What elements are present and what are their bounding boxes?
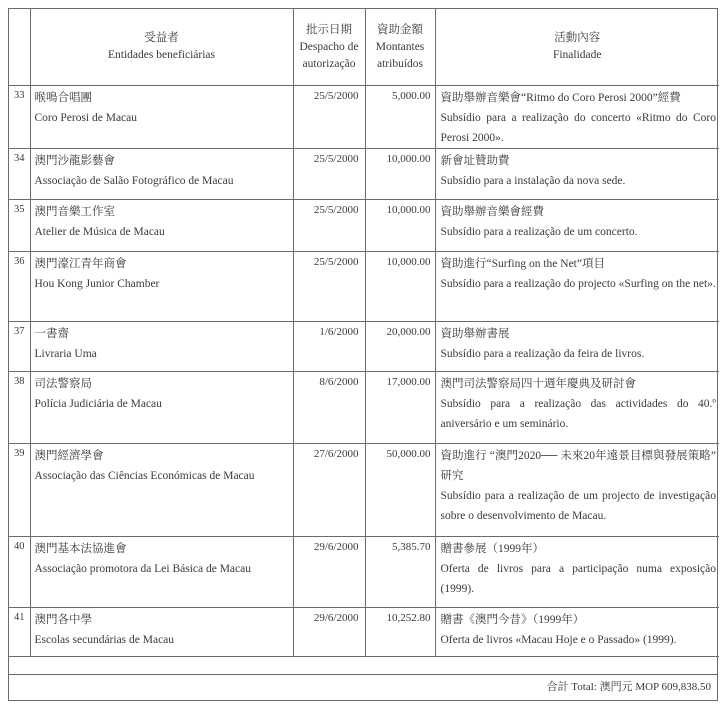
total-row (9, 674, 717, 700)
row-purpose-zh: 贈書參展（1999年） (440, 543, 544, 555)
row-number: 34 (9, 149, 30, 200)
row-number: 40 (9, 537, 30, 608)
row-entity-zh: 澳門基本法協進會 (34, 543, 127, 555)
row-number: 38 (9, 372, 30, 444)
row-entity-zh: 澳門各中學 (34, 614, 92, 626)
row-purpose (435, 444, 719, 537)
row-entity-pt: Associação das Ciências Económicas de Macau (34, 470, 255, 482)
row-date: 8/6/2000 (293, 372, 365, 444)
header-amount-pt-1: Montantes (375, 40, 425, 53)
row-purpose (435, 322, 719, 372)
row-amount: 10,000.00 (365, 252, 435, 322)
row-entity (30, 537, 293, 608)
table-row (9, 322, 719, 372)
header-purpose-pt: Finalidade (552, 49, 602, 61)
row-number: 36 (9, 252, 30, 322)
header-date (293, 9, 365, 86)
row-date: 25/5/2000 (293, 252, 365, 322)
row-purpose (435, 252, 719, 322)
row-amount: 5,385.70 (365, 537, 435, 608)
table-row (9, 200, 719, 252)
header-amount-zh: 資助金額 (377, 23, 423, 36)
row-purpose-zh: 資助進行 “澳門2020── 未來20年遠景目標與發展策略” 研究 (440, 450, 716, 482)
row-purpose-pt: Oferta de livros «Macau Hoje e o Passado» (1999). (440, 634, 677, 646)
row-entity-pt: Hou Kong Junior Chamber (34, 278, 160, 290)
header-amount-pt-2: atribuídos (377, 57, 423, 70)
table-row (9, 444, 719, 537)
total-label: 合計 Total: 澳門元 MOP 609,838.50 (546, 681, 711, 693)
header-amount (365, 9, 435, 86)
row-number: 33 (9, 86, 30, 149)
row-entity-pt: Escolas secundárias de Macau (34, 634, 175, 646)
row-entity-pt: Livraria Uma (34, 348, 97, 360)
row-date: 25/5/2000 (293, 149, 365, 200)
row-entity-pt: Associação de Salão Fotográfico de Macau (34, 175, 234, 187)
row-number: 37 (9, 322, 30, 372)
row-purpose-pt: Subsídio para a instalação da nova sede. (440, 175, 626, 187)
header-entity-zh: 受益者 (144, 32, 179, 44)
row-purpose (435, 86, 719, 149)
row-entity-pt: Atelier de Música de Macau (34, 226, 165, 238)
row-number: 35 (9, 200, 30, 252)
row-purpose-zh: 贈書《澳門今昔》（1999年） (440, 614, 585, 626)
row-number: 41 (9, 608, 30, 657)
row-purpose-zh: 資助舉辦音樂會經費 (440, 206, 544, 218)
row-entity-zh: 澳門經濟學會 (34, 450, 104, 462)
row-entity (30, 608, 293, 657)
header-num (9, 9, 30, 86)
row-date: 25/5/2000 (293, 200, 365, 252)
row-date: 25/5/2000 (293, 86, 365, 149)
row-date: 29/6/2000 (293, 537, 365, 608)
row-amount: 50,000.00 (365, 444, 435, 537)
row-purpose (435, 149, 719, 200)
table-row (9, 252, 719, 322)
row-number: 39 (9, 444, 30, 537)
row-date: 29/6/2000 (293, 608, 365, 657)
row-purpose (435, 608, 719, 657)
row-amount: 5,000.00 (365, 86, 435, 149)
row-purpose-zh: 澳門司法警察局四十週年慶典及研討會 (440, 378, 636, 390)
row-purpose-zh: 資助舉辦音樂會“Ritmo do Coro Perosi 2000”經費 (440, 92, 681, 104)
row-purpose-pt: Subsídio para a realização do projecto «Surfing on the net». (440, 278, 716, 290)
row-entity (30, 149, 293, 200)
row-amount: 10,252.80 (365, 608, 435, 657)
table-row (9, 537, 719, 608)
row-entity (30, 322, 293, 372)
row-date: 27/6/2000 (293, 444, 365, 537)
row-entity-pt: Polícia Judiciária de Macau (34, 398, 162, 410)
row-entity-zh: 喉鳴合唱團 (34, 92, 92, 104)
row-entity (30, 252, 293, 322)
row-purpose (435, 372, 719, 444)
row-purpose-pt: Oferta de livros para a participação numa exposição (1999). (440, 563, 716, 595)
row-entity-zh: 司法警察局 (34, 378, 92, 390)
header-date-pt-2: autorização (302, 57, 356, 70)
row-entity-zh: 澳門音樂工作室 (34, 206, 115, 218)
row-entity-zh: 澳門沙龍影藝會 (34, 155, 115, 167)
table-row (9, 149, 719, 200)
table-row (9, 86, 719, 149)
row-purpose-pt: Subsídio para a realização do concerto «Ritmo do Coro Perosi 2000». (440, 112, 716, 144)
table-row (9, 372, 719, 444)
row-purpose-zh: 新會址贊助費 (440, 155, 510, 167)
row-purpose (435, 537, 719, 608)
row-amount: 10,000.00 (365, 149, 435, 200)
row-date: 1/6/2000 (293, 322, 365, 372)
row-entity (30, 200, 293, 252)
header-row (9, 9, 719, 86)
header-purpose-zh: 活動內容 (554, 32, 601, 44)
row-purpose (435, 200, 719, 252)
row-entity (30, 372, 293, 444)
subsidy-table (9, 9, 719, 657)
row-purpose-pt: Subsídio para a realização das actividades do 40.º aniversário e um seminário. (440, 398, 716, 430)
row-purpose-pt: Subsídio para a realização da feira de livros. (440, 348, 645, 360)
header-entity-pt: Entidades beneficiárias (108, 49, 215, 61)
row-purpose-zh: 資助舉辦書展 (440, 328, 510, 340)
row-purpose-zh: 資助進行“Surfing on the Net”項目 (440, 258, 605, 270)
row-purpose-pt: Subsídio para a realização de um projecto de investigação sobre o desenvolvimento de Macau. (440, 490, 716, 522)
header-entity (30, 9, 293, 86)
table-row (9, 608, 719, 657)
row-entity-zh: 一書齋 (34, 328, 69, 340)
row-entity-zh: 澳門濠江青年商會 (34, 258, 127, 270)
row-amount: 10,000.00 (365, 200, 435, 252)
header-date-zh: 批示日期 (306, 23, 352, 36)
row-amount: 17,000.00 (365, 372, 435, 444)
row-purpose-pt: Subsídio para a realização de um concerto. (440, 226, 638, 238)
row-entity (30, 86, 293, 149)
header-purpose (435, 9, 719, 86)
subsidy-table-page (8, 8, 718, 701)
header-date-pt-1: Despacho de (299, 40, 359, 53)
row-entity-pt: Coro Perosi de Macau (34, 112, 138, 124)
row-entity (30, 444, 293, 537)
row-entity-pt: Associação promotora da Lei Básica de Macau (34, 563, 251, 575)
row-amount: 20,000.00 (365, 322, 435, 372)
